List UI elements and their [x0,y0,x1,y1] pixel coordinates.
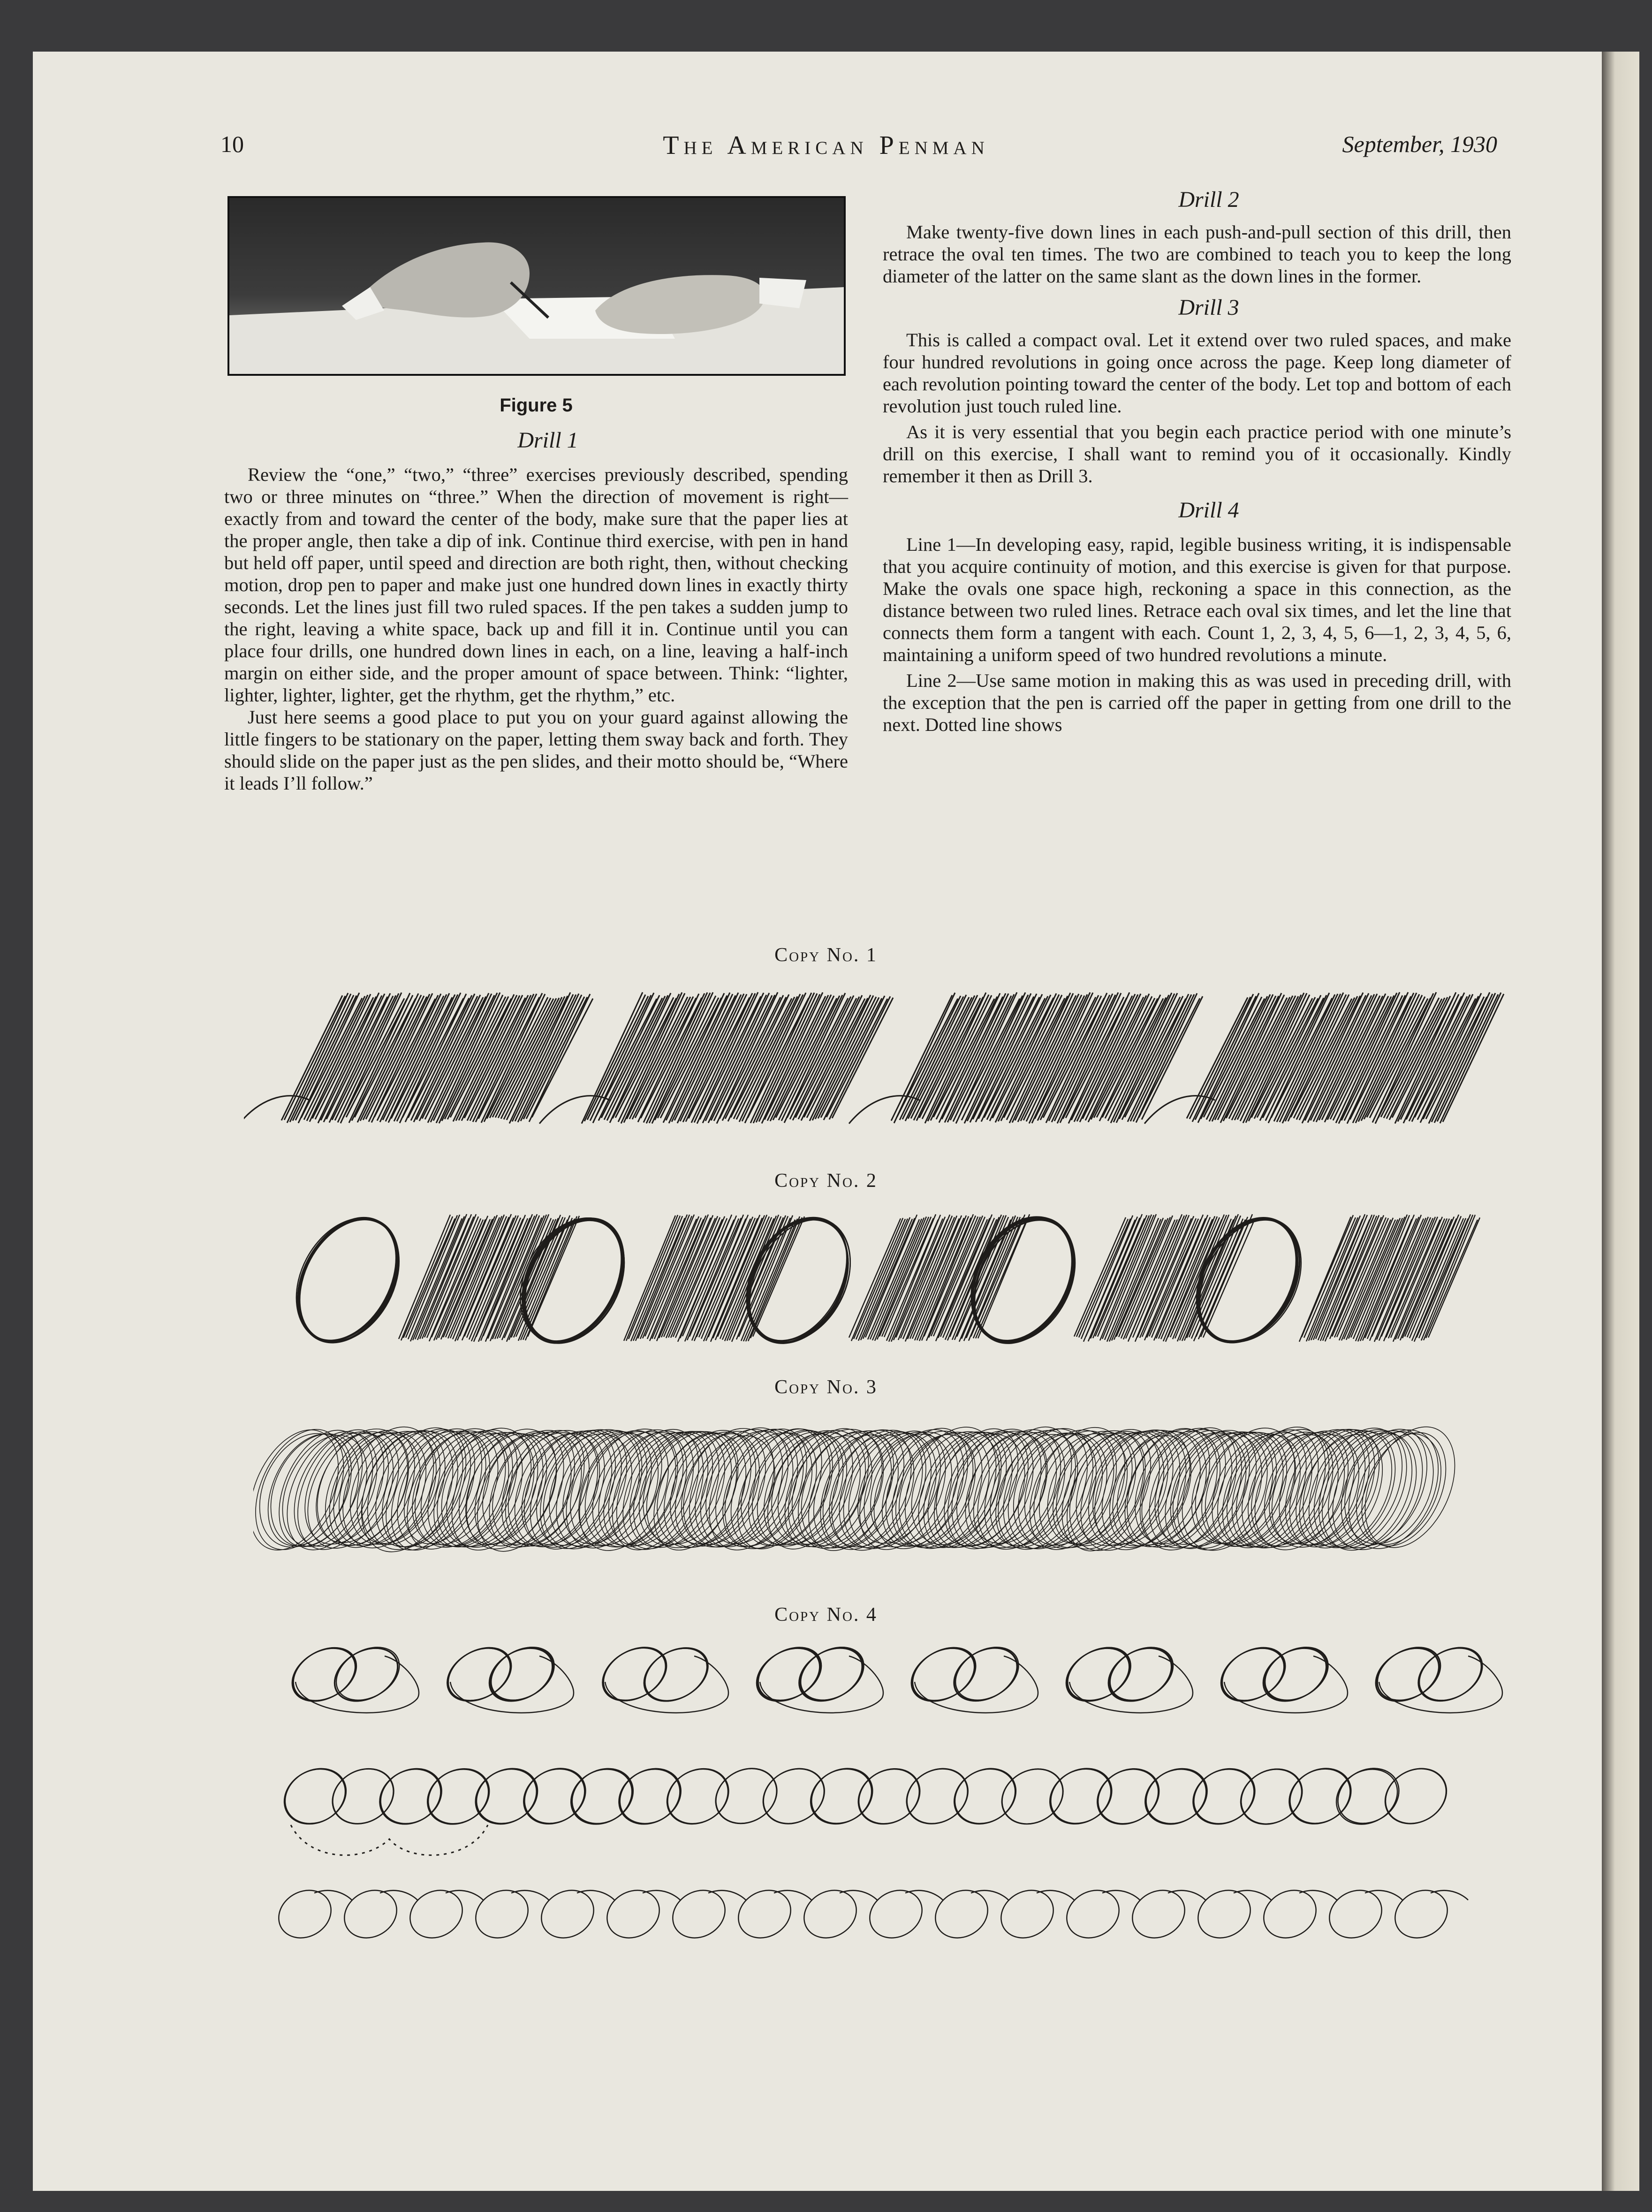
oval-pair-group [1366,1642,1502,1713]
separate-oval-row [272,1881,1468,1947]
copy-2-caption: Copy No. 2 [774,1170,878,1192]
retraced-oval [500,1210,644,1346]
oval-pair-group [438,1642,574,1713]
drill-2-paragraph: Make twenty-five down lines in each push-and-pull section of this drill, then retrace the oval ten times. The two are combined to teach you to keep the long diameter of the latter on the same slant as the down lines in the former. [883,221,1511,287]
copy-4-caption: Copy No. 4 [774,1604,878,1626]
oval-pair-group [1212,1642,1348,1713]
push-pull-block [1299,1214,1480,1342]
page-number: 10 [220,131,244,157]
copy-3-compact-oval-drill [253,1417,1473,1558]
downstroke-block [849,992,1203,1124]
oval-pair-group [1057,1642,1193,1713]
copy-2-push-pull-oval-drill [291,1210,1510,1346]
drill-1-paragraph-2: Just here seems a good place to put you on your guard against allowing the little fingers to be stationary on the paper, letting them sway back and forth. They should slide on the paper just as the pen slides, and their motto should be, “Where it leads I’ll follow.” [224,707,848,794]
drill-3-paragraph-2: As it is very essential that you begin each practice period with one minute’s drill on this exercise, I shall want to remind you of it occasionally. Kindly remember it then as Drill 3. [883,421,1511,486]
hands-illustration [229,198,844,374]
issue-date: September, 1930 [1342,131,1497,157]
drill-1-heading: Drill 1 [517,428,578,453]
drill-1-paragraph-1: Review the “one,” “two,” “three” exercises previously described, spending two or three minutes on “three.” When the direction of movement is right—exactly from and toward the center of the body, make sure that the paper lies at the proper angle, then take a dip of ink. Continue third exercise, with pen in hand but held off paper, until speed and direction are both right, then, without checking motion, drop pen to paper and make just one hundred down lines in exactly thirty seconds. Let the lines just fill two ruled spaces. If the pen takes a sudden jump to the right, leaving a white space, back up and fill it in. Continue until you can place four drills, one hundred down lines in each, on a line, leaving a half-inch margin on either side, and the proper amount of space between. Think: “lighter, lighter, lighter, lighter, get the rhythm, get the rhythm,” etc. [224,464,848,706]
figure-caption: Figure 5 [500,395,573,416]
copy-1-caption: Copy No. 1 [774,944,878,966]
drill-3-paragraph-1: This is called a compact oval. Let it extend over two ruled spaces, and make four hundred revolutions in going once across the page. Keep long diameter of each revolution pointing toward the center of the body. Let top and bottom of each revolution just touch ruled line. [883,329,1511,417]
dotted-guide-line [291,1825,488,1855]
oval-pair-group [902,1642,1038,1713]
drill-3-heading: Drill 3 [1178,295,1239,320]
drill-4-paragraph-2: Line 2—Use same motion in making this as was used in preceding drill, with the exception that the pen is carried off the paper in getting from one drill to the next. Dotted line shows [883,670,1511,735]
hands-writing-photo [227,196,846,376]
page-edge [1602,52,1639,2191]
downstroke-block [244,992,593,1124]
retraced-oval [291,1210,419,1346]
drill-4-heading: Drill 4 [1178,498,1239,523]
copy-4-connected-oval-drills [272,1642,1520,1961]
copy-1-downstroke-drill [244,988,1510,1138]
copy-3-caption: Copy No. 3 [774,1376,878,1398]
oval-pair-group [283,1642,419,1713]
left-column [224,429,848,794]
drill-4-paragraph-1: Line 1—In developing easy, rapid, legible business writing, it is indispensable that you acquire continuity of motion, and this exercise is given for that purpose. Make the ovals one space high, reckoning a space in this connection, as the distance between two ruled lines. Retrace each oval six times, and let the line that connects them form a tangent with each. Count 1, 2, 3, 4, 5, 6—1, 2, 3, 4, 5, 6, maintaining a uniform speed of two hundred revolutions a minute. [883,534,1511,665]
downstroke-block [1144,992,1504,1124]
connected-oval-row [274,1757,1457,1835]
journal-title: The American Penman [663,131,989,160]
compact-oval-band [253,1417,1473,1558]
downstroke-block [539,992,893,1124]
oval-pair-group [747,1642,883,1713]
oval-pair-group [593,1642,728,1713]
drill-2-heading: Drill 2 [1178,187,1239,212]
right-column [883,189,1511,736]
